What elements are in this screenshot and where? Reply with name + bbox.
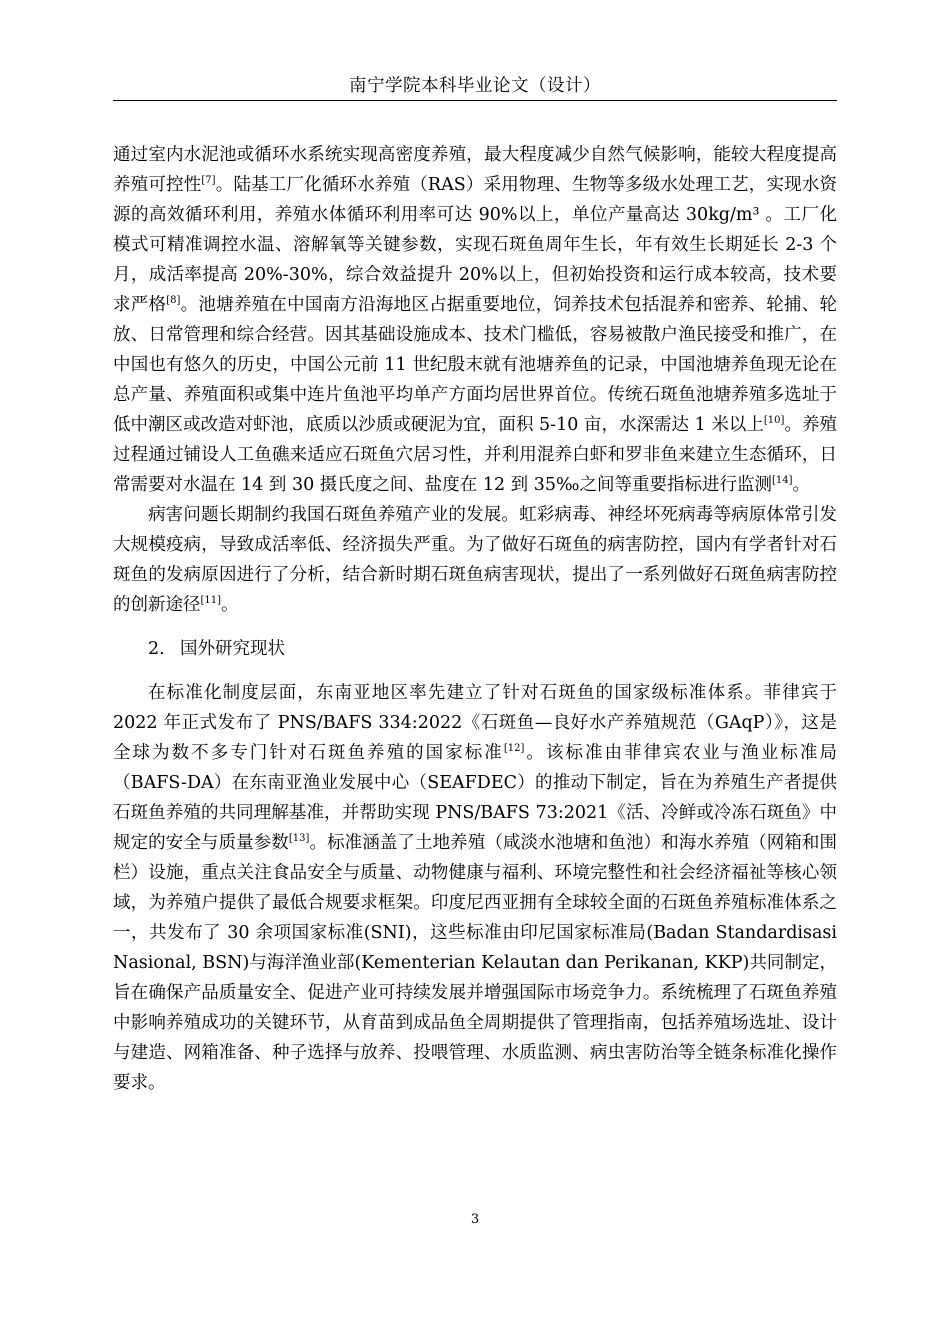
citation-ref: [10] — [763, 415, 785, 426]
paragraph — [113, 500, 837, 620]
paragraph-text: 。 — [221, 595, 239, 615]
paragraph-text: 在标准化制度层面，东南亚地区率先建立了针对石斑鱼的国家级标准体系。菲律宾于 2022 年正式发布了 PNS/BAFS 334:2022《石斑鱼—良好水产养殖规范（GAqP）》，这是全球为数不多专门针对石斑鱼养殖的国家标准 — [113, 683, 837, 763]
paragraph-text: 。养殖过程通过铺设人工鱼礁来适应石斑鱼穴居习性，并利用混养白虾和罗非鱼来建立生态循环，日常需要对水温在 14 到 30 摄氏度之间、盐度在 12 到 35‰之间等重要指标进行监测 — [113, 415, 837, 495]
header-rule — [113, 100, 837, 101]
paragraph-text: 。池塘养殖在中国南方沿海地区占据重要地位，饲养技术包括混养和密养、轮捕、轮放、日常管理和综合经营。因其基础设施成本、技术门槛低，容易被散户渔民接受和推广，在中国也有悠久的历史，中国公元前 11 世纪殷末就有池塘养鱼的记录，中国池塘养鱼现无论在总产量、养殖面积或集中连片鱼池平均单产方面均居世界首位。传统石斑鱼池塘养殖多选址于低中潮区或改造对虾池，底质以沙质或硬泥为宜，面积 5-10 亩，水深需达 1 米以上 — [113, 295, 838, 435]
citation-ref: [11] — [200, 595, 222, 606]
paragraph-text: 。该标准由菲律宾农业与渔业标准局（BAFS-DA）在东南亚渔业发展中心（SEAFDEC）的推动下制定，旨在为养殖生产者提供石斑鱼养殖的共同理解基准，并帮助实现 PNS/BAFS 73:2021《活、冷鲜或冷冻石斑鱼》中规定的安全与质量参数 — [113, 743, 838, 853]
citation-ref: [7] — [201, 175, 216, 186]
section-heading — [148, 634, 837, 664]
paragraph — [113, 140, 837, 500]
paragraph-text: 通过室内水泥池或循环水系统实现高密度养殖，最大程度减少自然气候影响，能较大程度提高养殖可控性 — [113, 145, 837, 195]
section-heading-text: 国外研究现状 — [180, 639, 285, 659]
citation-ref: [14] — [772, 475, 793, 486]
page-header-title: 南宁学院本科毕业论文（设计） — [349, 76, 601, 96]
citation-ref: [12] — [503, 743, 525, 754]
paragraph-group-foreign — [113, 678, 837, 1098]
citation-ref: [8] — [166, 295, 181, 306]
paragraph-text: 病害问题长期制约我国石斑鱼养殖产业的发展。虹彩病毒、神经坏死病毒等病原体常引发大规模疫病，导致成活率低、经济损失严重。为了做好石斑鱼的病害防控，国内有学者针对石斑鱼的发病原因进行了分析，结合新时期石斑鱼病害现状，提出了一系列做好石斑鱼病害防控的创新途径 — [113, 505, 837, 615]
document-body — [113, 140, 837, 1098]
citation-ref: [13] — [288, 833, 310, 844]
section-heading-number: 2. — [148, 639, 165, 659]
page-number: 3 — [470, 1212, 480, 1227]
paragraph-text: 。陆基工厂化循环水养殖（RAS）采用物理、生物等多级水处理工艺，实现水资源的高效循环利用，养殖水体循环利用率可达 90%以上，单位产量高达 30kg/m³ 。工厂化模式可精准调控水温、溶解氧等关键参数，实现石斑鱼周年生长，年有效生长期延长 2-3 个月，成活率提高 20%-30%，综合效益提升 20%以上，但初始投资和运行成本较高，技术要求严格 — [113, 175, 837, 315]
paragraph-text: 。标准涵盖了土地养殖（咸淡水池塘和鱼池）和海水养殖（网箱和围栏）设施，重点关注食品安全与质量、动物健康与福利、环境完整性和社会经济福祉等核心领域，为养殖户提供了最低合规要求框架。印度尼西亚拥有全球较全面的石斑鱼养殖标准体系之一，共发布了 30 余项国家标准(SNI)，这些标准由印尼国家标准局(Badan Standardisasi Nasional, BSN)与海洋渔业部(Kementerian Kelautan dan Perikanan, KKP)共同制定，旨在确保产品质量安全、促进产业可持续发展并增强国际市场竞争力。系统梳理了石斑鱼养殖中影响养殖成功的关键环节，从育苗到成品鱼全周期提供了管理指南，包括养殖场选址、设计与建造、网箱准备、种子选择与放养、投喂管理、水质监测、病虫害防治等全链条标准化操作要求。 — [113, 833, 838, 1093]
paragraph-group-domestic — [113, 140, 837, 620]
paragraph-text: 。 — [792, 475, 811, 495]
paragraph — [113, 678, 837, 1098]
